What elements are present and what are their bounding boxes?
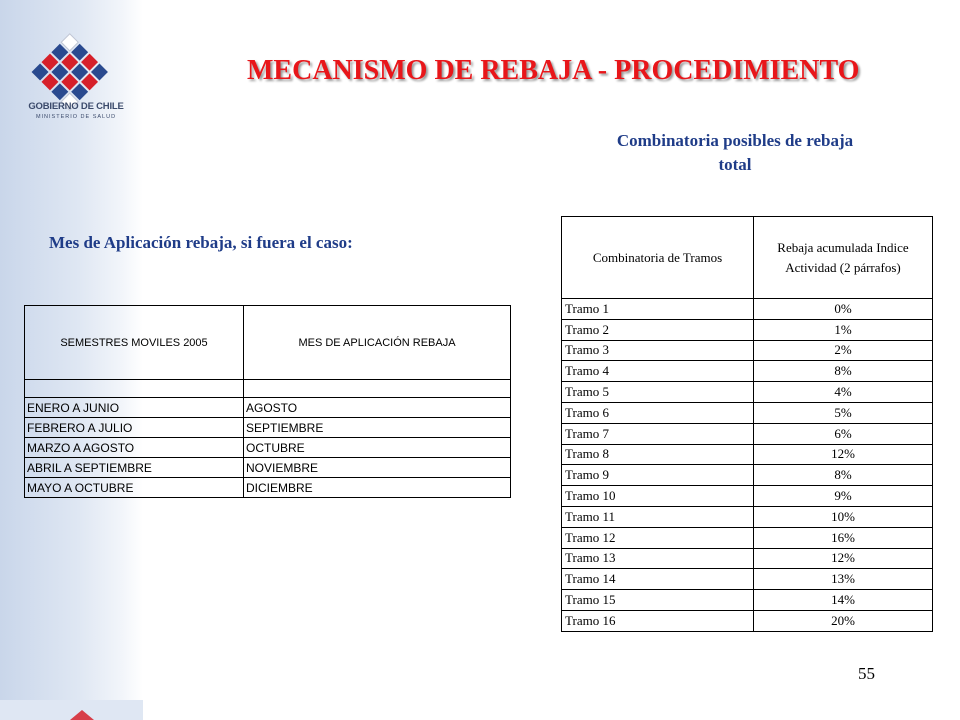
table-cell: Tramo 11	[562, 506, 754, 527]
table-cell: Tramo 7	[562, 423, 754, 444]
table-row	[562, 465, 933, 486]
header-rebaja	[754, 217, 933, 299]
table-cell: Tramo 9	[562, 465, 754, 486]
subtitle-line-1: Combinatoria posibles de rebaja	[616, 131, 854, 150]
table-row	[25, 458, 511, 478]
table-row	[562, 444, 933, 465]
table-cell: Tramo 3	[562, 340, 754, 361]
page-title: MECANISMO DE REBAJA - PROCEDIMIENTO	[247, 55, 860, 86]
table-row	[562, 319, 933, 340]
table-row	[25, 418, 511, 438]
table-cell: SEPTIEMBRE	[244, 418, 511, 438]
table-row	[562, 299, 933, 320]
table-cell: NOVIEMBRE	[244, 458, 511, 478]
table-row	[562, 590, 933, 611]
table-cell: 8%	[754, 361, 933, 382]
logo-text-gobierno: GOBIERNO DE CHILE	[28, 101, 124, 112]
header-mes-aplicacion: MES DE APLICACIÓN REBAJA	[244, 306, 511, 380]
table-cell: ENERO A JUNIO	[25, 398, 244, 418]
table-row	[25, 380, 511, 398]
logo-text-ministerio: MINISTERIO DE SALUD	[35, 114, 117, 120]
bottom-decoration	[0, 700, 143, 720]
table-cell	[244, 380, 511, 398]
table-cell: AGOSTO	[244, 398, 511, 418]
table-cell: 4%	[754, 382, 933, 403]
table-cell: Tramo 10	[562, 486, 754, 507]
table-cell: 13%	[754, 569, 933, 590]
table-row	[25, 438, 511, 458]
table-cell: Tramo 1	[562, 299, 754, 320]
table-row	[562, 527, 933, 548]
table-cell: Tramo 12	[562, 527, 754, 548]
table-cell: DICIEMBRE	[244, 478, 511, 498]
combinatoria-table	[561, 216, 933, 632]
table-row	[25, 478, 511, 498]
combinatoria-subtitle	[560, 129, 910, 177]
table-cell: Tramo 5	[562, 382, 754, 403]
table-cell: Tramo 13	[562, 548, 754, 569]
table-cell: 16%	[754, 527, 933, 548]
table-cell: Tramo 8	[562, 444, 754, 465]
table-row	[562, 423, 933, 444]
table-cell: MARZO A AGOSTO	[25, 438, 244, 458]
table-cell: 2%	[754, 340, 933, 361]
header-combinatoria: Combinatoria de Tramos	[562, 217, 754, 299]
table-cell: 1%	[754, 319, 933, 340]
table-cell: MAYO A OCTUBRE	[25, 478, 244, 498]
table-row	[25, 398, 511, 418]
subtitle-line-2: total	[718, 155, 752, 174]
table-cell: 14%	[754, 590, 933, 611]
mes-aplicacion-label: Mes de Aplicación rebaja, si fuera el caso:	[49, 233, 353, 252]
page-number: 55	[858, 664, 875, 683]
table-header-row	[25, 306, 511, 380]
header-rebaja-line-1: Rebaja acumulada Indice	[777, 239, 909, 255]
table-cell: FEBRERO A JULIO	[25, 418, 244, 438]
table-cell: OCTUBRE	[244, 438, 511, 458]
table-cell: Tramo 16	[562, 610, 754, 631]
table-row	[562, 548, 933, 569]
semestres-table	[24, 305, 511, 498]
table-cell: Tramo 15	[562, 590, 754, 611]
table-cell: Tramo 2	[562, 319, 754, 340]
table-cell: 9%	[754, 486, 933, 507]
header-rebaja-line-2: Actividad (2 párrafos)	[785, 259, 901, 275]
table-row	[562, 382, 933, 403]
table-cell: 12%	[754, 444, 933, 465]
table-header-row	[562, 217, 933, 299]
table-cell: 5%	[754, 402, 933, 423]
table-cell: ABRIL A SEPTIEMBRE	[25, 458, 244, 478]
table-cell: Tramo 4	[562, 361, 754, 382]
table-row	[562, 402, 933, 423]
table-cell: Tramo 6	[562, 402, 754, 423]
table-cell: 8%	[754, 465, 933, 486]
table-cell: 6%	[754, 423, 933, 444]
table-row	[562, 569, 933, 590]
table-row	[562, 361, 933, 382]
table-cell: Tramo 14	[562, 569, 754, 590]
table-row	[562, 486, 933, 507]
table-cell: 0%	[754, 299, 933, 320]
table-cell: 20%	[754, 610, 933, 631]
table-row	[562, 506, 933, 527]
table-row	[562, 610, 933, 631]
table-cell: 10%	[754, 506, 933, 527]
table-cell	[25, 380, 244, 398]
header-semestres: SEMESTRES MOVILES 2005	[25, 306, 244, 380]
table-row	[562, 340, 933, 361]
table-cell: 12%	[754, 548, 933, 569]
